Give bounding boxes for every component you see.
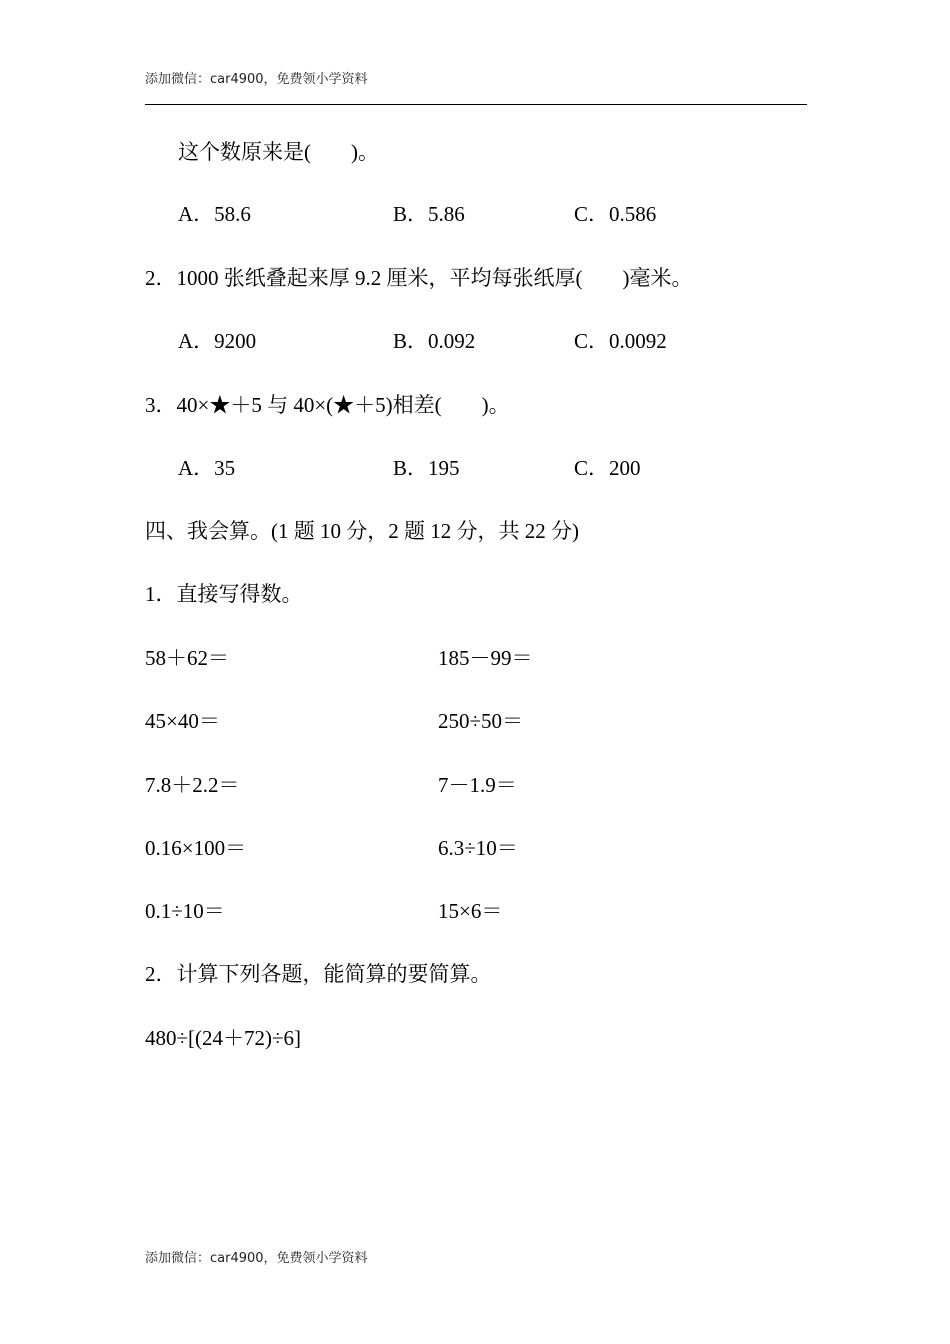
calc-item: 185－99＝ (438, 646, 533, 670)
q2-stem (145, 264, 693, 292)
calc-item: 15×6＝ (438, 899, 503, 923)
page-footer: 添加微信：car4900，免费领小学资料 (145, 1251, 368, 1266)
q2-stem-after: )毫米。 (622, 266, 693, 290)
calc-item: 7.8＋2.2＝ (145, 773, 240, 797)
q3-option-c: C．200 (574, 456, 641, 480)
header-divider (145, 104, 807, 105)
q2-option-a: A．9200 (178, 329, 257, 353)
q3-option-b: B．195 (393, 456, 460, 480)
q2-option-b: B．0.092 (393, 329, 476, 353)
part1-title: 1．直接写得数。 (145, 582, 303, 606)
page-header: 添加微信：car4900，免费领小学资料 (145, 72, 368, 87)
section4-title: 四、我会算。(1 题 10 分，2 题 12 分，共 22 分) (145, 519, 579, 543)
calc-item: 0.1÷10＝ (145, 899, 225, 923)
q3-option-a: A．35 (178, 456, 236, 480)
q1-stem (178, 138, 379, 166)
q1-stem-after: )。 (351, 140, 379, 164)
simplify-item: 480÷[(24＋72)÷6] (145, 1026, 302, 1050)
q2-stem-before: 2．1000 张纸叠起来厚 9.2 厘米，平均每张纸厚( (145, 266, 583, 290)
q1-option-b: B．5.86 (393, 202, 465, 226)
q1-option-a: A．58.6 (178, 202, 251, 226)
calc-item: 7－1.9＝ (438, 773, 517, 797)
q1-stem-before: 这个数原来是( (178, 140, 311, 164)
q2-option-c: C．0.0092 (574, 329, 667, 353)
q3-stem (145, 391, 510, 419)
q3-stem-before: 3．40×★＋5 与 40×(★＋5)相差( (145, 393, 442, 417)
calc-item: 0.16×100＝ (145, 836, 247, 860)
part2-title: 2．计算下列各题，能简算的要简算。 (145, 962, 492, 986)
calc-item: 6.3÷10＝ (438, 836, 518, 860)
calc-item: 45×40＝ (145, 709, 220, 733)
q1-option-c: C．0.586 (574, 202, 657, 226)
calc-item: 58＋62＝ (145, 646, 229, 670)
calc-item: 250÷50＝ (438, 709, 524, 733)
q3-stem-after: )。 (481, 393, 510, 417)
